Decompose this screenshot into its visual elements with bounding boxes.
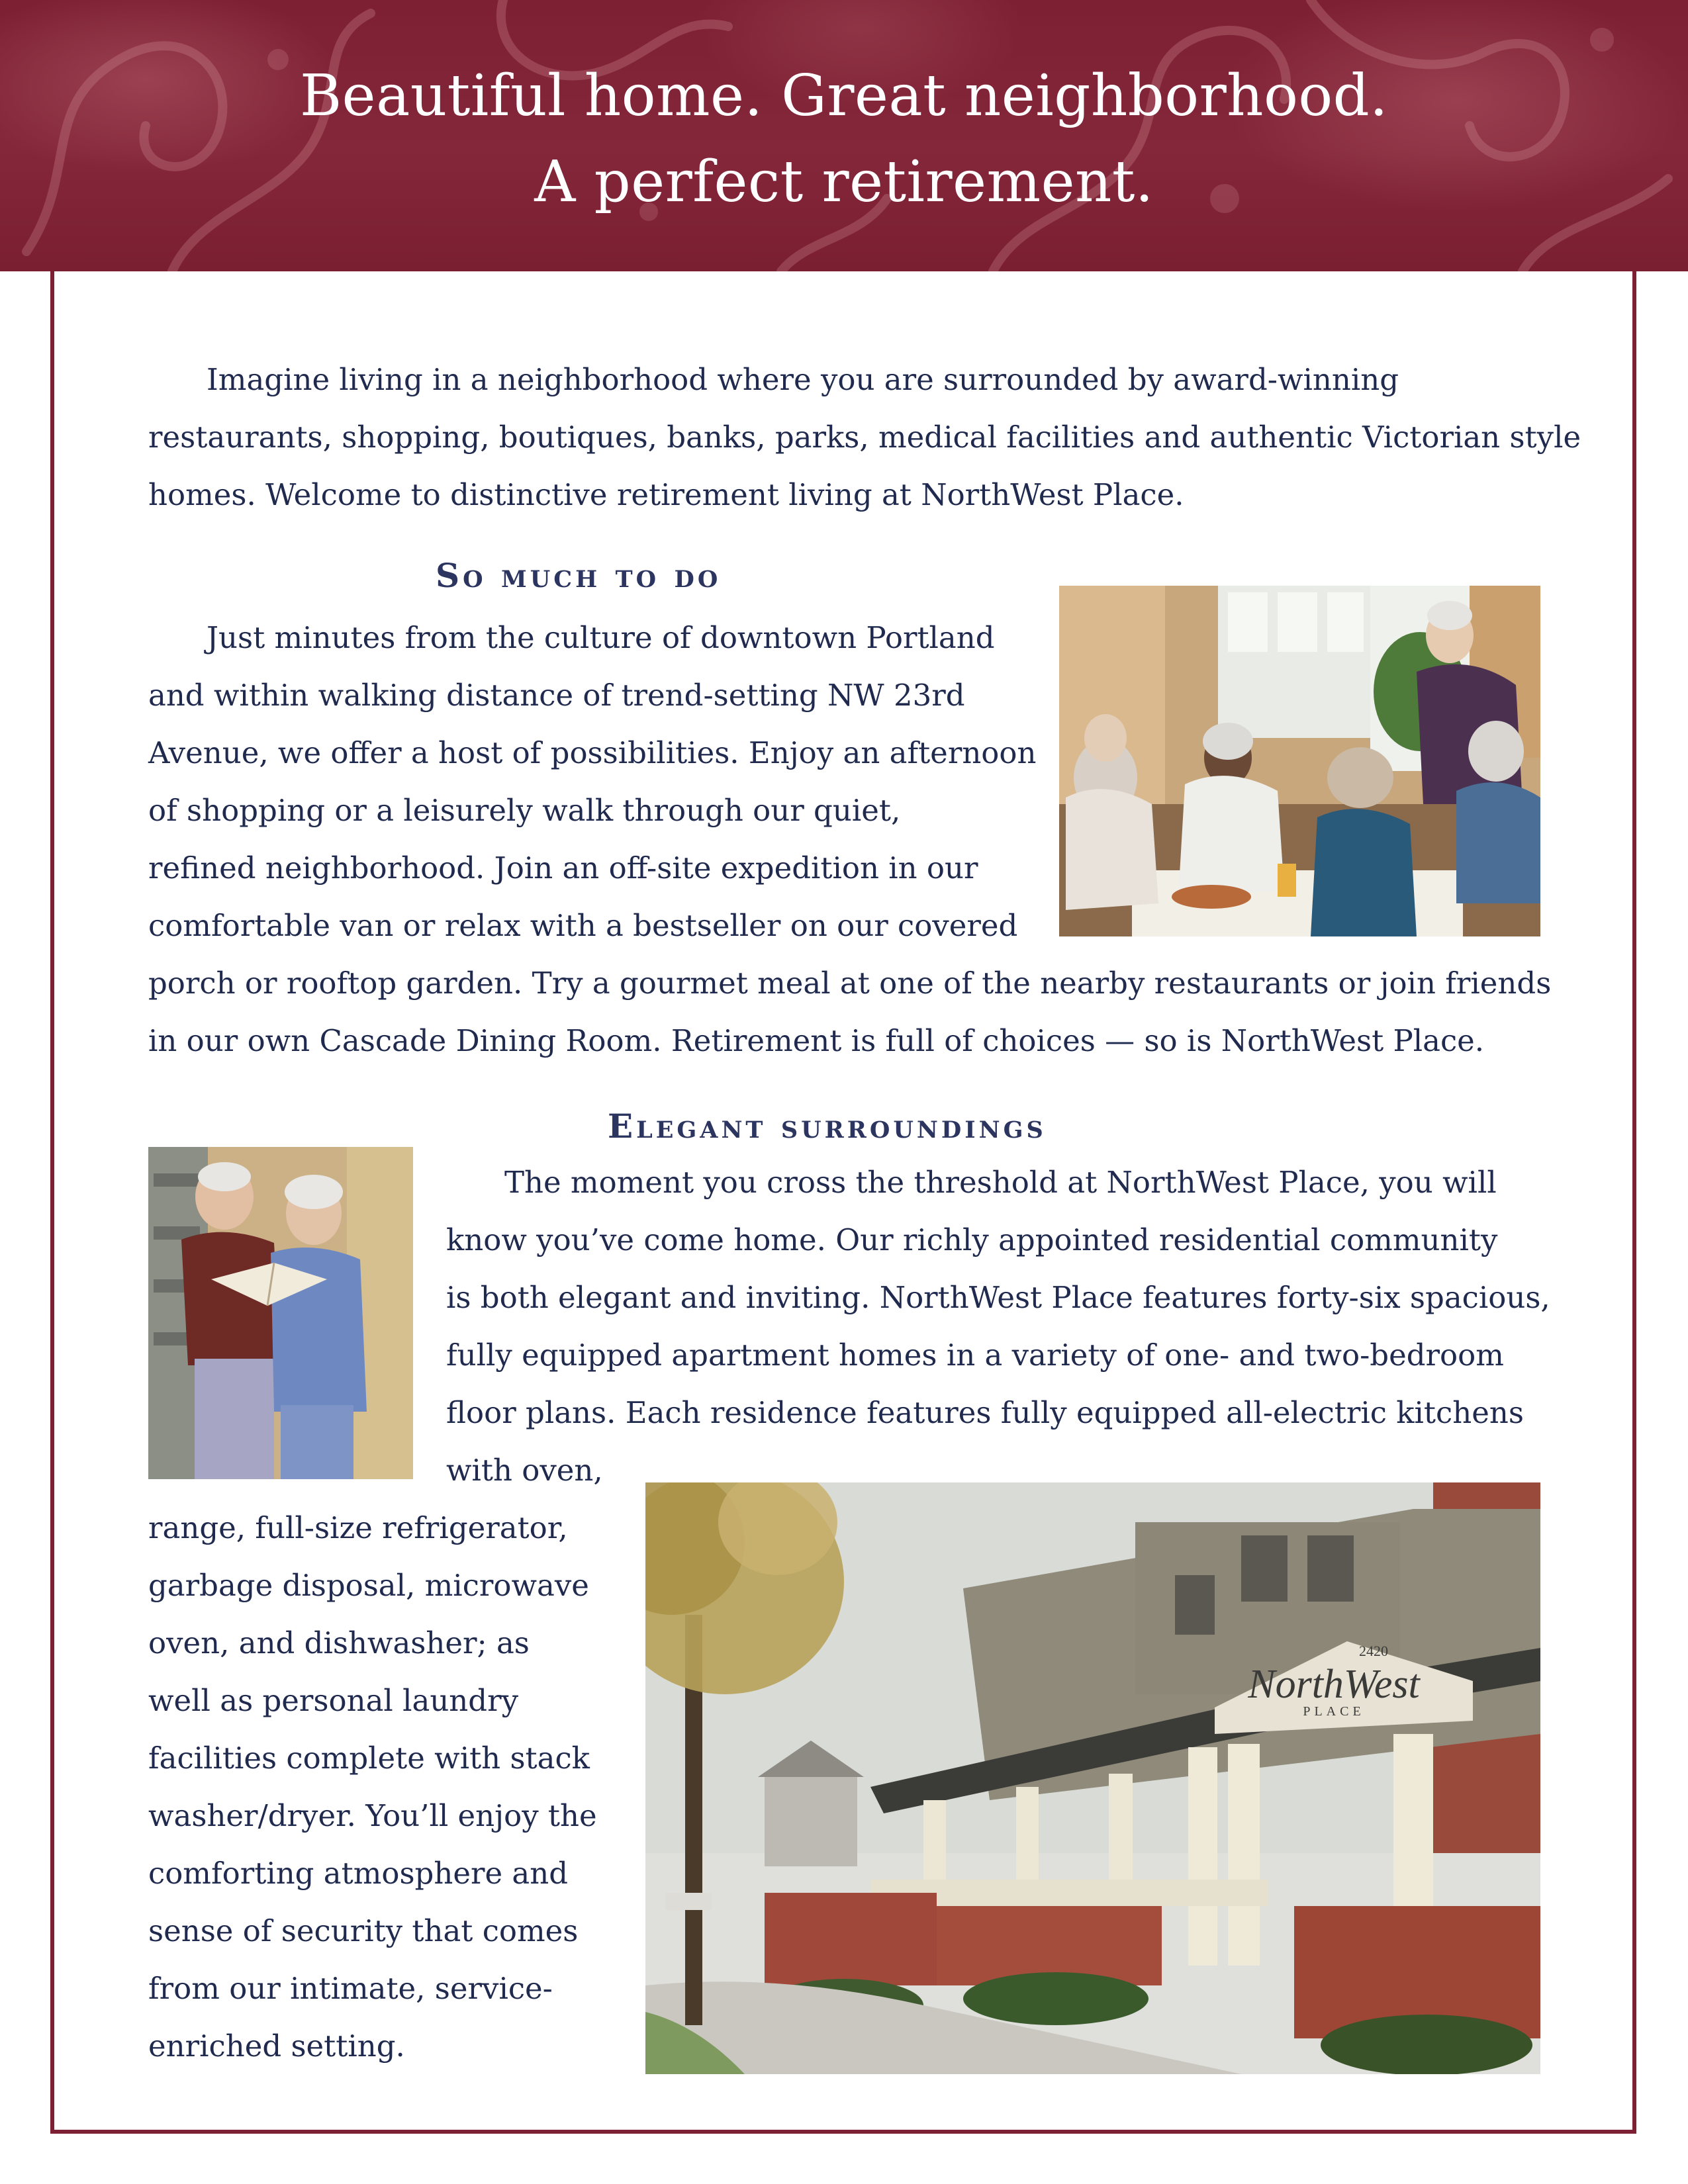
building-sign-name: NorthWest (1248, 1662, 1420, 1707)
section1-line: and within walking distance of trend-setting NW 23rd (148, 678, 965, 713)
section2-line: range, full-size refrigerator, (148, 1510, 568, 1545)
section-heading-elegant-surroundings: Elegant surroundings (608, 1107, 1047, 1146)
intro-line: homes. Welcome to distinctive retirement living at NorthWest Place. (148, 477, 1184, 512)
section1-line: Just minutes from the culture of downtown Portland (207, 620, 995, 655)
header-banner (0, 0, 1688, 271)
section1-line: comfortable van or relax with a bestseller on our covered (148, 908, 1018, 943)
section2-line: garbage disposal, microwave (148, 1568, 589, 1603)
building-exterior-photo (645, 1482, 1540, 2074)
title-line-1: Beautiful home. Great neighborhood. (299, 63, 1389, 129)
section1-line: in our own Cascade Dining Room. Retirement is full of choices — so is NorthWest Place. (148, 1023, 1485, 1058)
section2-line: sense of security that comes (148, 1913, 579, 1948)
section1-line: porch or rooftop garden. Try a gourmet meal at one of the nearby restaurants or join friends (148, 966, 1552, 1001)
section1-line: Avenue, we offer a host of possibilities. Enjoy an afternoon (148, 735, 1037, 770)
intro-line: restaurants, shopping, boutiques, banks, parks, medical facilities and authentic Victorian style (148, 420, 1581, 455)
section2-line: from our intimate, service- (148, 1971, 553, 2006)
section2-line: with oven, (446, 1453, 603, 1488)
section1-line: of shopping or a leisurely walk through our quiet, (148, 793, 901, 828)
intro-line: Imagine living in a neighborhood where you are surrounded by award-winning (207, 362, 1399, 397)
section2-line: is both elegant and inviting. NorthWest Place features forty-six spacious, (446, 1280, 1550, 1315)
couple-reading-photo (148, 1147, 413, 1479)
section2-line: comforting atmosphere and (148, 1856, 569, 1891)
dining-room-photo (1059, 586, 1540, 936)
building-sign-sub: PLACE (1303, 1704, 1365, 1719)
title-line-2: A perfect retirement. (534, 149, 1154, 215)
section2-line: The moment you cross the threshold at NorthWest Place, you will (504, 1165, 1497, 1200)
building-sign-number: 2420 (1359, 1643, 1388, 1659)
section2-line: facilities complete with stack (148, 1741, 590, 1776)
section2-line: oven, and dishwasher; as (148, 1625, 530, 1661)
page-title (0, 53, 1688, 225)
section-heading-so-much-to-do: So much to do (436, 556, 722, 595)
section2-line: fully equipped apartment homes in a variety of one- and two-bedroom (446, 1338, 1504, 1373)
section2-line: floor plans. Each residence features fully equipped all-electric kitchens (446, 1395, 1524, 1430)
section2-line: washer/dryer. You’ll enjoy the (148, 1798, 597, 1833)
section1-line: refined neighborhood. Join an off-site expedition in our (148, 850, 978, 886)
section2-line: know you’ve come home. Our richly appointed residential community (446, 1222, 1498, 1257)
section2-line: enriched setting. (148, 2028, 405, 2064)
section2-line: well as personal laundry (148, 1683, 519, 1718)
